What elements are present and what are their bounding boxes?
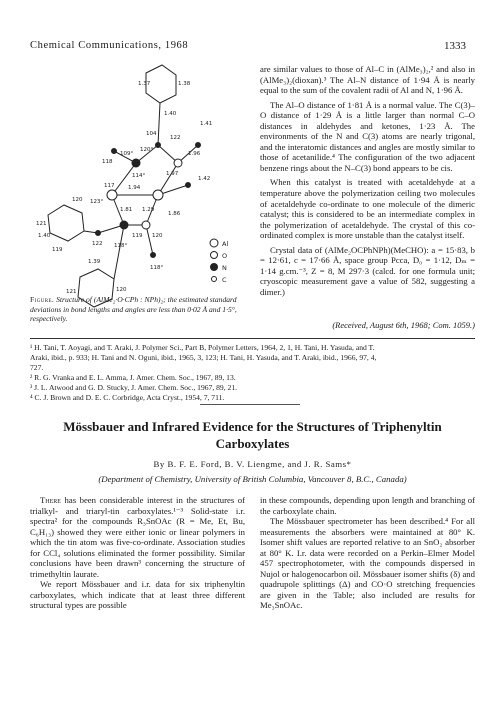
paragraph: The Mössbauer spectrometer has been described.⁴ For all measurements the absorbers were maintained at 80° K. Isomer shift values are reported relative to an SnO₂ absorber at 80° K. I.r. data were recorded on a Perkin–Elmer Model 457 spectrophotometer, with the compounds dispersed in Nujol or halogenocarbon oil. Mössbauer isomer shifts (δ) and quadrupole splittings (Δ) and CO·O stretching frequencies are given in the Table; also included are results for Me₃SnOAc.	[260, 516, 475, 611]
fig-label: 122	[92, 241, 103, 247]
caption-text: Structure of (AlMe₂·O·CPh : NPh)₂; the estimated standard deviations in bond lengths and angles are less than 0·02 Å and 1·5°, respectively.	[30, 295, 237, 323]
paragraph: The Al–O distance of 1·81 Å is a normal value. The C(3)–O distance of 1·29 Å is a little larger than normal C–O distances in aldehydes and ketones, 1·23 Å. The environments of the N and C(3) atoms are nearly trigonal, and the interatomic distances and angles are mostly similar to those of acetanilide.⁴ The configuration of the two adjacent benzene rings about the N–C(3) bond appears to be cis.	[260, 99, 475, 173]
fig-label: 1.40	[164, 111, 177, 117]
fig-label: 1.81	[120, 207, 133, 213]
fig-label: 114°	[132, 173, 146, 179]
paragraph: We report Mössbauer and i.r. data for six triphenyltin carboxylates, which indicate that at least three different structural types are possible	[30, 579, 245, 611]
body-left-column	[30, 495, 245, 611]
fig-label: 1.39	[88, 259, 101, 265]
page-number: 1333	[444, 40, 466, 52]
received-date: (Received, August 6th, 1968; Com. 1059.)	[332, 320, 475, 330]
fig-label: 1.86	[168, 211, 181, 217]
affiliation: (Department of Chemistry, University of British Columbia, Vancouver 8, B.C., Canada)	[98, 474, 407, 484]
legend-al: Al	[222, 240, 229, 248]
fig-label: 121	[36, 221, 47, 227]
molecular-structure-figure	[28, 55, 250, 313]
paragraph-text: has been considerable interest in the structures of trialkyl- and triaryl-tin carboxylates.¹⁻³ Solid-state i.r. spectra² for the compounds R₃SnOAc (R = Me, Et, Bu, C₆H₁₃) showed they were either ionic or linear polymers in which the tin atom was five-co-ordinate. Association studies for CCl₄ solutions eliminated the former possibility. Similar conclusions have been drawn³ concerning the structure of trimethyltin laurate.	[30, 495, 245, 579]
fig-label: 117	[104, 183, 115, 189]
fig-label: 109°	[120, 151, 134, 157]
fig-label: 1.38	[178, 81, 191, 87]
reference: 727.	[30, 363, 44, 372]
reference: ⁴ C. J. Brown and D. E. C. Corbridge, Acta Cryst., 1954, 7, 711.	[30, 393, 225, 402]
fig-label: 1.41	[200, 121, 213, 127]
fig-label: 1.96	[188, 151, 201, 157]
fig-label: 122	[170, 135, 181, 141]
journal-header: Chemical Communications, 1968	[30, 40, 189, 51]
fig-label: 120	[152, 233, 163, 239]
reference: ² R. G. Vranka and E. L. Amma, J. Amer. Chem. Soc., 1967, 89, 13.	[30, 373, 236, 382]
fig-label: 118°	[150, 265, 164, 271]
legend-o: O	[222, 252, 228, 260]
paragraph: When this catalyst is treated with acetaldehyde at a temperature above the polymerization ceiling two molecules of acetaldehyde co-ordinate to one molecule of the dimeric catalyst; this is considered to be an intermediate complex in the polymerization of acetaldehyde. The crystal of this co-ordinated complex is more unstable than the catalyst itself.	[260, 177, 475, 241]
fig-label: 1.94	[128, 185, 141, 191]
fig-label: 121	[66, 289, 77, 295]
reference: ³ J. L. Atwood and G. D. Stucky, J. Amer. Chem. Soc., 1967, 89, 21.	[30, 383, 238, 392]
paragraph	[30, 495, 245, 579]
title-line: Carboxylates	[215, 436, 290, 451]
fig-label: 119	[52, 247, 63, 253]
fig-label: 104	[146, 131, 157, 137]
fig-label: 118	[102, 159, 113, 165]
legend-c: C	[222, 276, 227, 284]
drop-word: There	[40, 495, 61, 505]
fig-label: 119	[132, 233, 143, 239]
fig-label: 1.29	[142, 207, 155, 213]
title-line: Mössbauer and Infrared Evidence for the Structures of Triphenyltin	[63, 419, 442, 434]
article-title	[30, 418, 475, 452]
fig-label: 118°	[114, 243, 128, 249]
reference: ¹ H. Tani, T. Aoyagi, and T. Araki, J. Polymer Sci., Part B, Polymer Letters, 1964, 2, 1, H. Tani, H. Yasuda, and T.	[30, 343, 375, 352]
reference: Araki, ibid., p. 933; H. Tani and N. Oguni, ibid., 1965, 3, 123; H. Tani, H. Yasuda, and T. Araki, ibid., 1966, 97, 4,	[30, 353, 377, 362]
fig-label: 1.42	[198, 176, 211, 182]
references	[30, 343, 475, 403]
divider	[30, 338, 475, 339]
paragraph: Crystal data of (AlMe₂OCPhNPh)(MeCHO): a = 15·83, b = 12·61, c = 17·66 Å, space group Pcca, D₀ = 1·12, Dₘ = 1·14 g.cm.⁻³, Z = 8, M 297·3 (calcd. for one formula unit; cryoscopic measurement gave a value of 582, suggesting a dimer.)	[260, 244, 475, 297]
right-column	[260, 64, 475, 297]
paragraph: are similar values to those of Al–C in (AlMe₃)₂,² and also in (AlMe₃)₂(dioxan).³ The Al–N distance of 1·94 Å is nearly equal to the sum of the covalent radii of Al and N, 1·96 Å.	[260, 64, 475, 96]
fig-label: 1.97	[166, 171, 179, 177]
fig-label: 120	[72, 197, 83, 203]
figure-caption	[30, 295, 255, 324]
caption-lead: Figure.	[30, 295, 55, 304]
authors: By B. F. E. Ford, B. V. Liengme, and J. R. Sams*	[153, 459, 352, 469]
fig-label: 1.40	[38, 233, 51, 239]
fig-label: 120°	[140, 147, 154, 153]
fig-label: 1.37	[138, 81, 151, 87]
divider	[200, 404, 300, 405]
legend-n: N	[222, 264, 227, 272]
body-right-column	[260, 495, 475, 611]
fig-label: 123°	[90, 199, 104, 205]
paragraph: in these compounds, depending upon length and branching of the carboxylate chain.	[260, 495, 475, 516]
fig-label: 120	[116, 287, 127, 293]
